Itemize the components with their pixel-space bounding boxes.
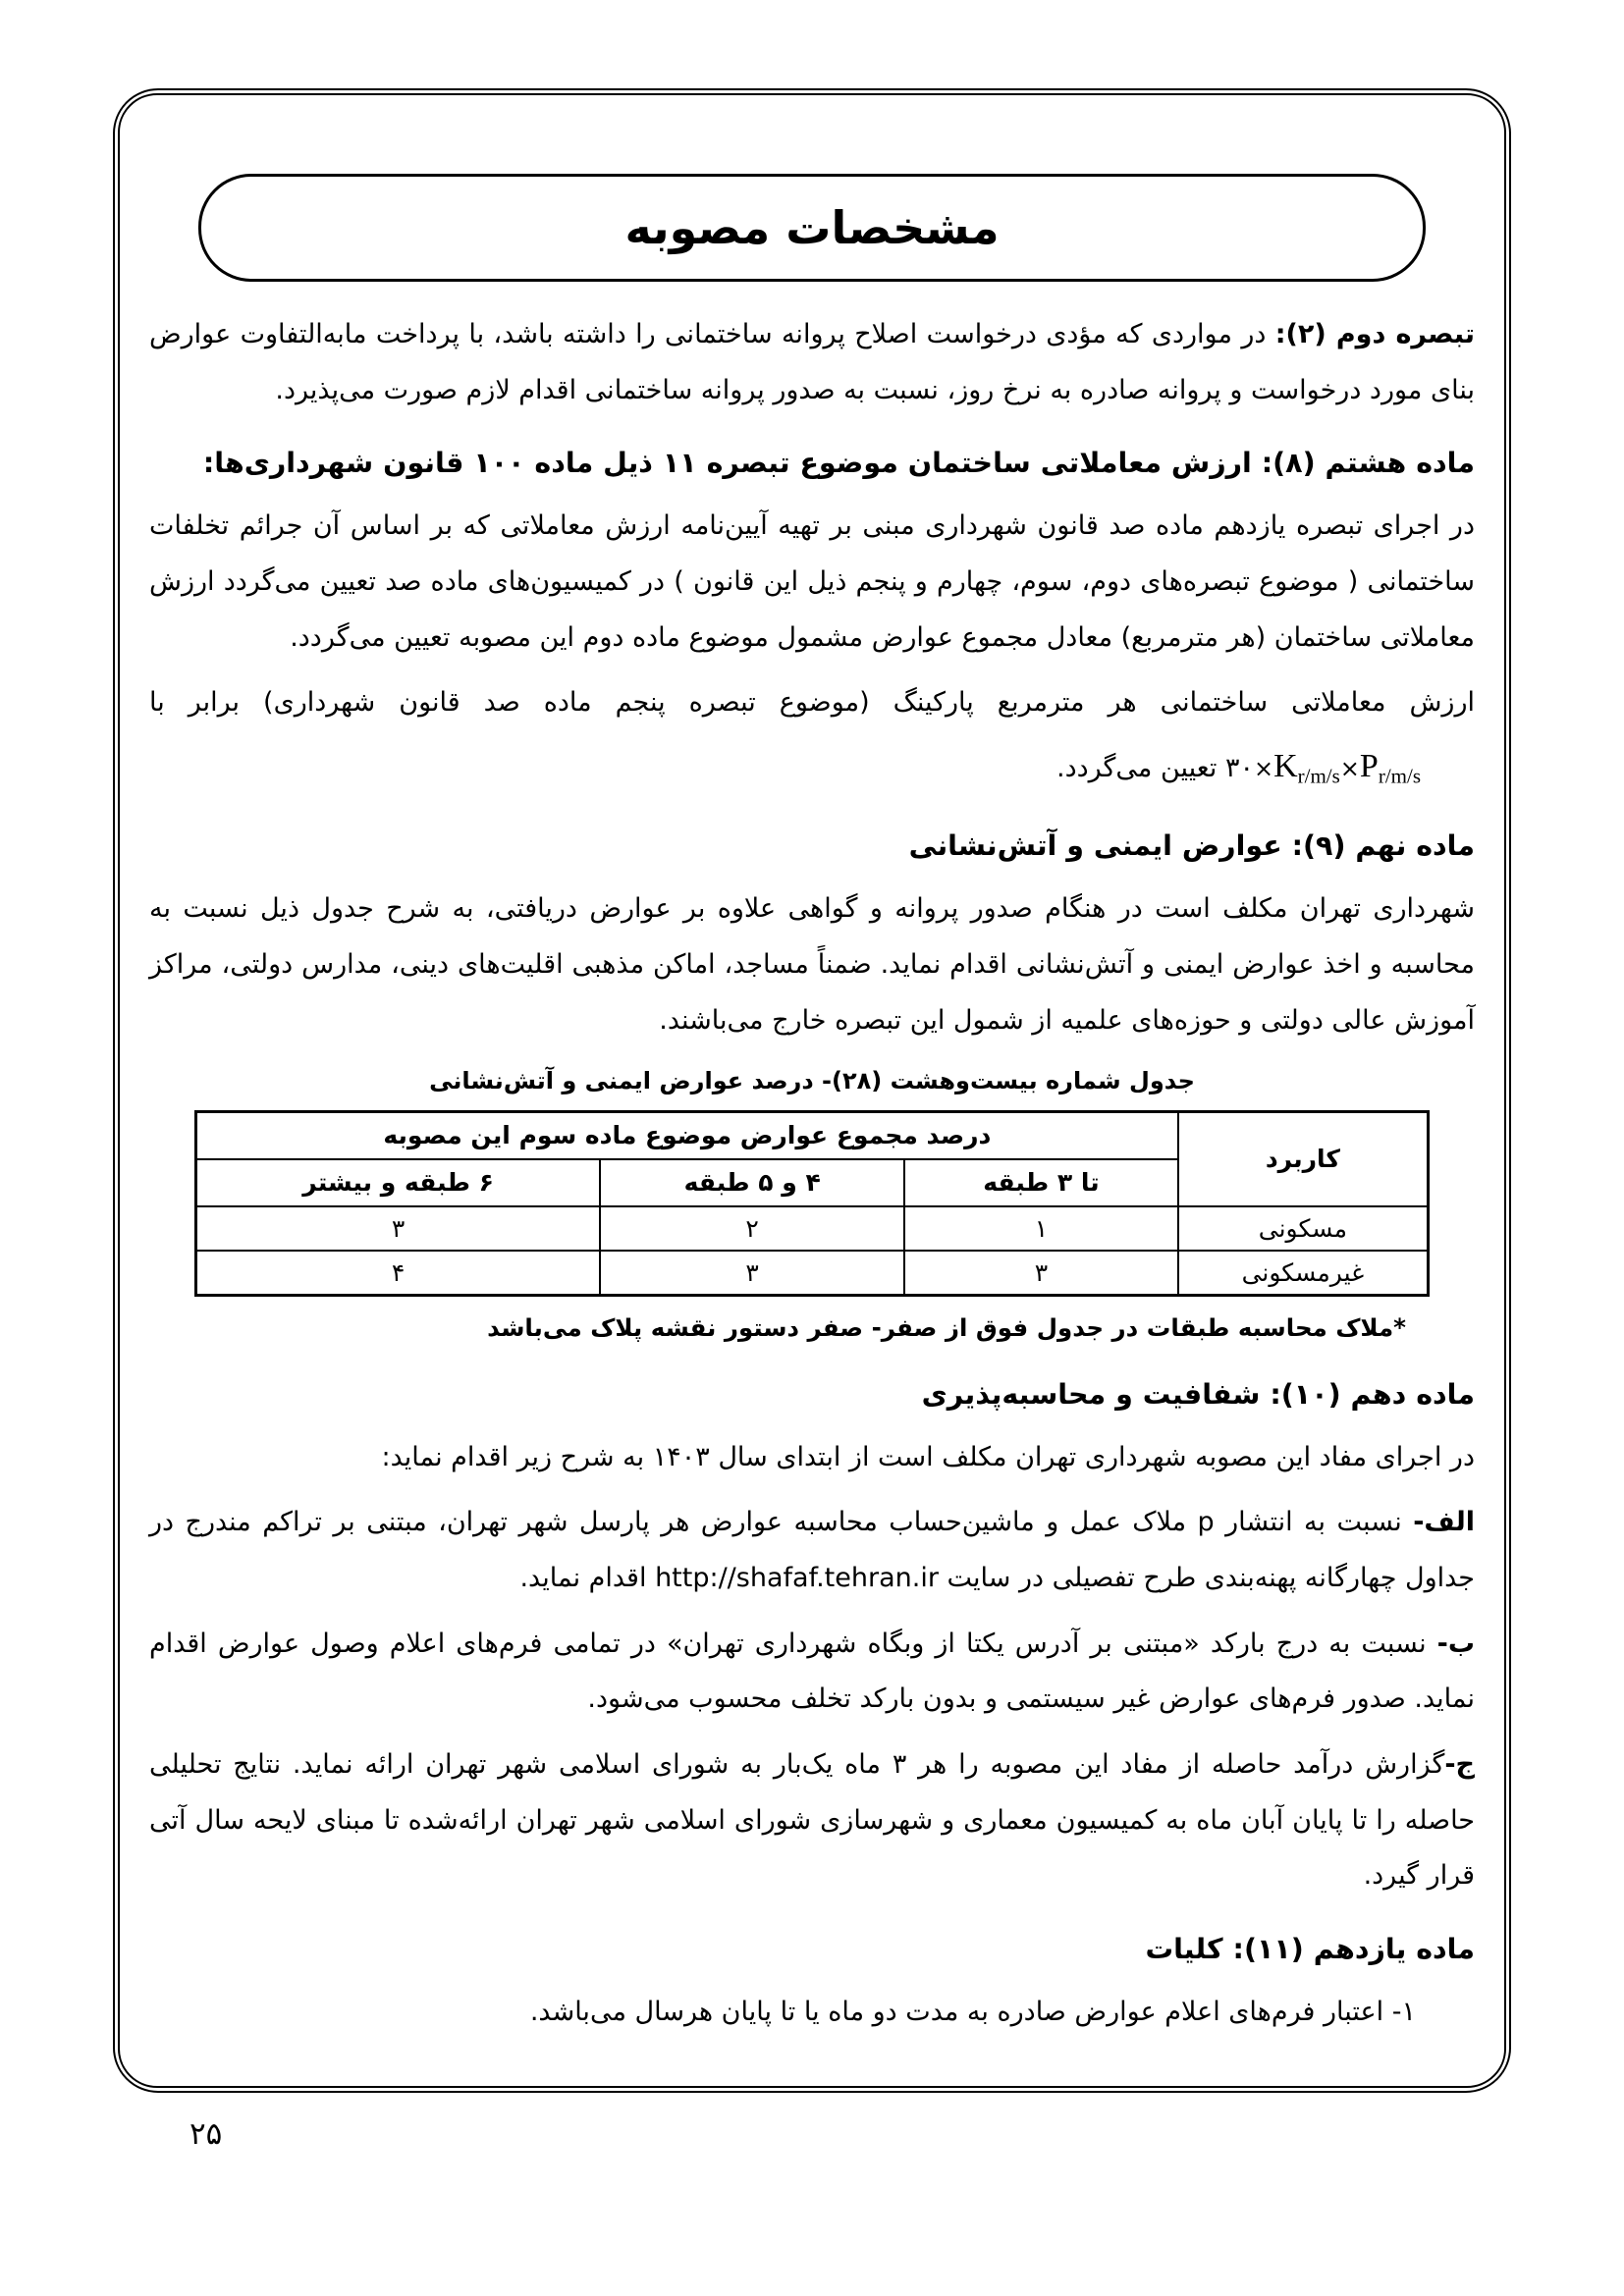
table-header-floors-6-plus: ۶ طبقه و بیشتر — [196, 1159, 601, 1206]
heading-article-8: ماده هشتم (۸): ارزش معاملاتی ساختمان موضوع تبصره ۱۱ ذیل ماده ۱۰۰ قانون شهرداری‌ها: — [202, 447, 1475, 480]
table-caption: جدول شماره بیست‌وهشت (۲۸)- درصد عوارض ایمنی و آتش‌نشانی — [429, 1067, 1195, 1095]
table-cell-value: ۳ — [600, 1251, 904, 1296]
item-be-label: ب- — [1436, 1628, 1475, 1659]
paragraph-article-10-intro: در اجرای مفاد این مصوبه شهرداری تهران مکلف است از ابتدای سال ۱۴۰۳ به شرح زیر اقدام نماید: — [381, 1441, 1475, 1472]
formula-suffix: تعیین می‌گردد. — [1056, 752, 1225, 783]
paragraph-article-8: در اجرای تبصره یازدهم ماده صد قانون شهرداری مبنی بر تهیه آیین‌نامه ارزش معاملاتی که بر اساس آن جرائم تخلفات ساختمانی ( موضوع تبصره‌های دوم، سوم، چهارم و پنجم ذیل این قانون ) در کمیسیون‌های ماده صد تعیین می‌گردد ارزش معاملاتی ساختمان (هر مترمربع) معادل مجموع عوارض مشمول موضوع ماده دوم این مصوبه تعیین می‌گردد. — [149, 510, 1475, 653]
formula-k-subscript: r/m/s — [1297, 764, 1340, 788]
paragraph-parking-line: ارزش معاملاتی ساختمانی هر مترمربع پارکینگ (موضوع تبصره پنجم ماده صد قانون شهرداری) برابر با — [149, 687, 1475, 719]
table-cell-value: ۳ — [196, 1206, 601, 1251]
multiply-sign: × — [1253, 754, 1274, 782]
formula-coefficient: ۳۰ — [1224, 752, 1254, 783]
formula-k-symbol: K — [1273, 747, 1298, 784]
formula-p-symbol: P — [1359, 747, 1379, 784]
table-cell-usage: غیرمسکونی — [1178, 1251, 1429, 1296]
paragraph-note-2 — [149, 307, 1475, 418]
table-cell-value: ۲ — [600, 1206, 904, 1251]
multiply-sign: × — [1339, 754, 1360, 782]
paragraph-article-9: شهرداری تهران مکلف است در هنگام صدور پروانه و گواهی علاوه بر عوارض دریافتی، به شرح جدول ذیل نسبت به محاسبه و اخذ عوارض ایمنی و آتش‌نشانی اقدام نماید. ضمناً مساجد، اماکن مذهبی اقلیت‌های دینی، مدارس دولتی، مراکز آموزش عالی دولتی و حوزه‌های علمیه از شمول این تبصره خارج می‌باشند. — [149, 893, 1475, 1036]
page-border-outer — [113, 88, 1511, 2093]
table-footnote: *ملاک محاسبه طبقات در جدول فوق از صفر- صفر دستور نقشه پلاک می‌باشد — [487, 1312, 1406, 1342]
paragraph-item-alef — [149, 1495, 1475, 1606]
page-title: مشخصات مصوبه — [624, 201, 1000, 254]
table-cell-value: ۳ — [904, 1251, 1178, 1296]
page-border-inner — [118, 93, 1506, 2088]
formula-p-subscript: r/m/s — [1378, 764, 1421, 788]
item-alef-label: الف- — [1413, 1507, 1475, 1538]
item-alef-text: نسبت به انتشار p ملاک عمل و ماشین‌حساب محاسبه عوارض هر پارسل شهر تهران، مبتنی بر تراکم مندرج در جداول چهارگانه پهنه‌بندی طرح تفصیلی در سایت http://shafaf.tehran.ir اقدام نماید. — [149, 1507, 1475, 1593]
parking-formula-line — [149, 731, 1421, 801]
heading-article-10: ماده دهم (۱۰): شفافیت و محاسبه‌پذیری — [921, 1377, 1475, 1411]
table-header-group: درصد مجموع عوارض موضوع ماده سوم این مصوبه — [196, 1111, 1178, 1159]
paragraph-item-1: ۱- اعتبار فرم‌های اعلام عوارض صادره به مدت دو ماه یا تا پایان هرسال می‌باشد. — [529, 1996, 1416, 2027]
table-row-residential — [196, 1206, 1429, 1251]
page-content — [149, 307, 1475, 2041]
item-jim-label: ج- — [1444, 1749, 1476, 1781]
table-cell-value: ۱ — [904, 1206, 1178, 1251]
page-number: ۲۵ — [189, 2116, 223, 2152]
table-cell-usage: مسکونی — [1178, 1206, 1429, 1251]
paragraph-note-2-text: در مواردی که مؤدی درخواست اصلاح پروانه ساختمانی را داشته باشد، با پرداخت مابه‌التفاوت عوارض بنای مورد درخواست و پروانه صادره به نرخ روز، نسبت به صدور پروانه ساختمانی اقدام لازم صورت می‌پذیرد. — [149, 319, 1475, 405]
paragraph-item-jim — [149, 1737, 1475, 1904]
fees-table — [194, 1110, 1430, 1297]
table-row-non-residential — [196, 1251, 1429, 1296]
table-header-row-1 — [196, 1111, 1429, 1159]
table-cell-value: ۴ — [196, 1251, 601, 1296]
paragraph-item-be — [149, 1617, 1475, 1728]
table-header-usage: کاربرد — [1178, 1111, 1429, 1206]
parking-formula — [1224, 747, 1421, 788]
heading-article-11: ماده یازدهم (۱۱): کلیات — [1145, 1933, 1475, 1966]
table-header-floors-up-to-3: تا ۳ طبقه — [904, 1159, 1178, 1206]
heading-article-9: ماده نهم (۹): عوارض ایمنی و آتش‌نشانی — [908, 829, 1475, 863]
page-title-box — [198, 174, 1426, 282]
item-jim-text: گزارش درآمد حاصله از مفاد این مصوبه را هر ۳ ماه یک‌بار به شورای اسلامی شهر تهران ارائه نماید. نتایج تحلیلی حاصله را تا پایان آبان ماه به کمیسیون معماری و شهرسازی شورای اسلامی شهر تهران ارائه‌شده تا مبنای لایحه سال آتی قرار گیرد. — [149, 1749, 1475, 1892]
paragraph-note-2-lead: تبصره دوم (۲): — [1274, 319, 1475, 349]
item-be-text: نسبت به درج بارکد «مبتنی بر آدرس یکتا از وبگاه شهرداری تهران» در تمامی فرم‌های اعلام وصول عوارض اقدام نماید. صدور فرم‌های عوارض غیر سیستمی و بدون بارکد تخلف محسوب می‌شود. — [149, 1628, 1475, 1715]
table-header-floors-4-5: ۴ و ۵ طبقه — [600, 1159, 904, 1206]
